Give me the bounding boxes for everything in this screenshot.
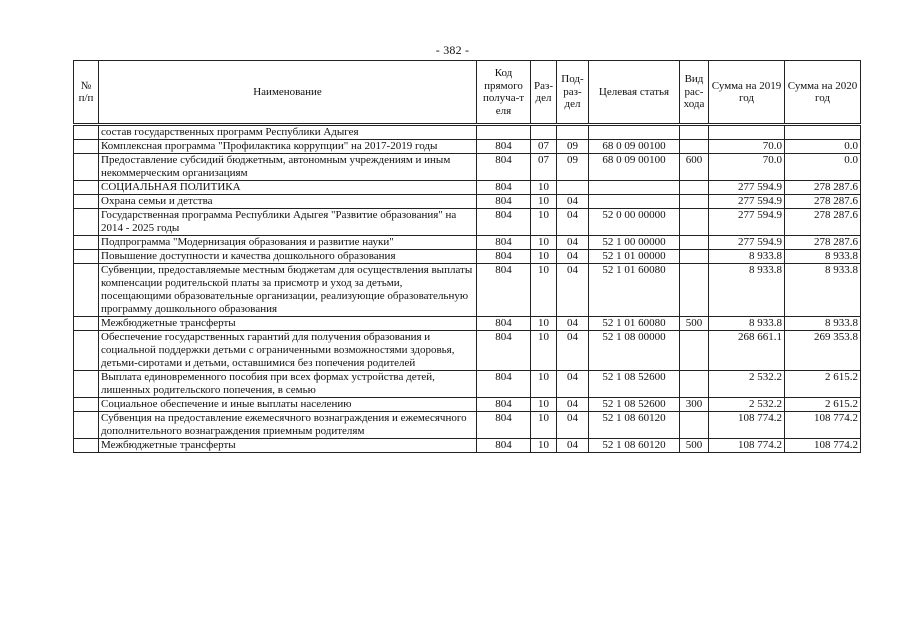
cell-num	[74, 412, 99, 439]
cell-expense-type	[680, 181, 709, 195]
cell-section	[531, 125, 557, 140]
table-row	[74, 439, 861, 453]
cell-name: Комплексная программа "Профилактика коррупции" на 2017-2019 годы	[99, 140, 477, 154]
cell-code: 804	[477, 371, 531, 398]
cell-code: 804	[477, 181, 531, 195]
table-row	[74, 125, 861, 140]
table-row	[74, 398, 861, 412]
cell-sum-2019: 8 933.8	[709, 250, 785, 264]
header-subsection: Под-раз-дел	[557, 61, 589, 125]
cell-sum-2019: 70.0	[709, 154, 785, 181]
cell-expense-type: 600	[680, 154, 709, 181]
cell-num	[74, 125, 99, 140]
cell-num	[74, 331, 99, 371]
cell-sum-2020: 278 287.6	[785, 181, 861, 195]
header-sum-2019: Сумма на 2019 год	[709, 61, 785, 125]
cell-num	[74, 140, 99, 154]
header-sum-2020: Сумма на 2020 год	[785, 61, 861, 125]
cell-subsection: 04	[557, 209, 589, 236]
table-row	[74, 195, 861, 209]
cell-expense-type	[680, 209, 709, 236]
cell-subsection: 04	[557, 264, 589, 317]
cell-sum-2020: 8 933.8	[785, 317, 861, 331]
header-row	[74, 61, 861, 125]
cell-sum-2020	[785, 125, 861, 140]
cell-num	[74, 154, 99, 181]
cell-name: Субвенции, предоставляемые местным бюджетам для осуществления выплаты компенсации родительской платы за присмотр и уход за детьми, посещающими образовательные организации, реализующие образовательную программу дошкольного образования	[99, 264, 477, 317]
table-row	[74, 154, 861, 181]
header-expense-type: Вид рас-хода	[680, 61, 709, 125]
cell-section: 07	[531, 154, 557, 181]
cell-code: 804	[477, 264, 531, 317]
cell-sum-2019: 108 774.2	[709, 412, 785, 439]
cell-subsection	[557, 125, 589, 140]
header-section: Раз-дел	[531, 61, 557, 125]
cell-name: Повышение доступности и качества дошкольного образования	[99, 250, 477, 264]
cell-target: 52 1 01 00000	[589, 250, 680, 264]
cell-subsection: 04	[557, 331, 589, 371]
cell-expense-type	[680, 236, 709, 250]
table-body	[74, 125, 861, 453]
cell-name: Подпрограмма "Модернизация образования и развитие науки"	[99, 236, 477, 250]
cell-sum-2020: 8 933.8	[785, 264, 861, 317]
cell-target	[589, 125, 680, 140]
cell-section: 10	[531, 181, 557, 195]
cell-expense-type	[680, 264, 709, 317]
cell-expense-type: 500	[680, 439, 709, 453]
cell-target: 52 1 08 52600	[589, 371, 680, 398]
cell-code: 804	[477, 154, 531, 181]
cell-name: Межбюджетные трансферты	[99, 439, 477, 453]
cell-num	[74, 236, 99, 250]
cell-section: 10	[531, 398, 557, 412]
cell-target: 52 1 01 60080	[589, 317, 680, 331]
cell-sum-2020: 0.0	[785, 154, 861, 181]
cell-subsection: 09	[557, 154, 589, 181]
cell-target: 52 1 00 00000	[589, 236, 680, 250]
cell-section: 07	[531, 140, 557, 154]
cell-expense-type	[680, 331, 709, 371]
cell-expense-type	[680, 412, 709, 439]
cell-expense-type	[680, 140, 709, 154]
cell-name: Социальное обеспечение и иные выплаты населению	[99, 398, 477, 412]
cell-name: Предоставление субсидий бюджетным, автономным учреждениям и иным некоммерческим организациям	[99, 154, 477, 181]
cell-num	[74, 181, 99, 195]
cell-expense-type: 300	[680, 398, 709, 412]
table-row	[74, 317, 861, 331]
cell-code: 804	[477, 412, 531, 439]
cell-sum-2019: 277 594.9	[709, 181, 785, 195]
cell-target: 52 1 01 60080	[589, 264, 680, 317]
cell-subsection: 04	[557, 317, 589, 331]
table-row	[74, 331, 861, 371]
cell-sum-2019: 2 532.2	[709, 371, 785, 398]
cell-section: 10	[531, 236, 557, 250]
cell-target: 52 0 00 00000	[589, 209, 680, 236]
cell-code	[477, 125, 531, 140]
cell-expense-type: 500	[680, 317, 709, 331]
cell-name: Субвенция на предоставление ежемесячного вознаграждения и ежемесячного дополнительного вознаграждения приемным родителям	[99, 412, 477, 439]
cell-sum-2019: 277 594.9	[709, 209, 785, 236]
cell-code: 804	[477, 209, 531, 236]
cell-subsection: 04	[557, 412, 589, 439]
cell-sum-2020: 269 353.8	[785, 331, 861, 371]
cell-name: Выплата единовременного пособия при всех формах устройства детей, лишенных родительского попечения, в семью	[99, 371, 477, 398]
cell-num	[74, 209, 99, 236]
cell-expense-type	[680, 250, 709, 264]
cell-section: 10	[531, 264, 557, 317]
table-row	[74, 264, 861, 317]
cell-code: 804	[477, 398, 531, 412]
cell-subsection: 04	[557, 236, 589, 250]
cell-sum-2020: 278 287.6	[785, 195, 861, 209]
cell-section: 10	[531, 439, 557, 453]
cell-num	[74, 195, 99, 209]
cell-section: 10	[531, 209, 557, 236]
cell-expense-type	[680, 195, 709, 209]
cell-target: 68 0 09 00100	[589, 154, 680, 181]
cell-code: 804	[477, 195, 531, 209]
header-name: Наименование	[99, 61, 477, 125]
cell-num	[74, 439, 99, 453]
cell-code: 804	[477, 250, 531, 264]
cell-section: 10	[531, 412, 557, 439]
cell-name: Государственная программа Республики Адыгея "Развитие образования" на 2014 - 2025 годы	[99, 209, 477, 236]
cell-sum-2019: 108 774.2	[709, 439, 785, 453]
page-number: - 382 -	[435, 43, 470, 57]
cell-sum-2019: 268 661.1	[709, 331, 785, 371]
cell-target	[589, 181, 680, 195]
cell-sum-2019: 8 933.8	[709, 264, 785, 317]
header-num: № п/п	[74, 61, 99, 125]
header-target: Целевая статья	[589, 61, 680, 125]
cell-sum-2020: 108 774.2	[785, 412, 861, 439]
table-row	[74, 140, 861, 154]
cell-name: состав государственных программ Республики Адыгея	[99, 125, 477, 140]
cell-name: Межбюджетные трансферты	[99, 317, 477, 331]
table-row	[74, 181, 861, 195]
cell-num	[74, 317, 99, 331]
table-row	[74, 236, 861, 250]
cell-sum-2020: 2 615.2	[785, 371, 861, 398]
header-code: Код прямого получа-т еля	[477, 61, 531, 125]
cell-code: 804	[477, 331, 531, 371]
cell-target: 68 0 09 00100	[589, 140, 680, 154]
cell-code: 804	[477, 317, 531, 331]
cell-name: Обеспечение государственных гарантий для получения образования и социальной поддержки детьми с ограниченными возможностями здоровья, детьми-сиротами и детьми, оставшимися без попечения родителей	[99, 331, 477, 371]
cell-num	[74, 371, 99, 398]
cell-expense-type	[680, 125, 709, 140]
table-row	[74, 250, 861, 264]
cell-section: 10	[531, 371, 557, 398]
cell-subsection: 04	[557, 195, 589, 209]
table-row	[74, 412, 861, 439]
cell-sum-2019: 70.0	[709, 140, 785, 154]
cell-target: 52 1 08 60120	[589, 439, 680, 453]
cell-sum-2020: 0.0	[785, 140, 861, 154]
cell-section: 10	[531, 317, 557, 331]
budget-table	[73, 60, 861, 453]
cell-sum-2019	[709, 125, 785, 140]
cell-sum-2019: 2 532.2	[709, 398, 785, 412]
cell-code: 804	[477, 140, 531, 154]
cell-num	[74, 264, 99, 317]
table-row	[74, 209, 861, 236]
cell-sum-2020: 8 933.8	[785, 250, 861, 264]
cell-section: 10	[531, 250, 557, 264]
cell-sum-2020: 108 774.2	[785, 439, 861, 453]
cell-sum-2020: 278 287.6	[785, 209, 861, 236]
cell-section: 10	[531, 195, 557, 209]
cell-subsection	[557, 181, 589, 195]
table-row	[74, 371, 861, 398]
cell-subsection: 04	[557, 439, 589, 453]
cell-subsection: 09	[557, 140, 589, 154]
cell-target: 52 1 08 60120	[589, 412, 680, 439]
cell-num	[74, 250, 99, 264]
cell-sum-2020: 278 287.6	[785, 236, 861, 250]
cell-sum-2019: 8 933.8	[709, 317, 785, 331]
cell-name: СОЦИАЛЬНАЯ ПОЛИТИКА	[99, 181, 477, 195]
cell-target: 52 1 08 52600	[589, 398, 680, 412]
cell-sum-2020: 2 615.2	[785, 398, 861, 412]
cell-code: 804	[477, 439, 531, 453]
cell-subsection: 04	[557, 250, 589, 264]
cell-target: 52 1 08 00000	[589, 331, 680, 371]
cell-num	[74, 398, 99, 412]
cell-sum-2019: 277 594.9	[709, 236, 785, 250]
cell-subsection: 04	[557, 398, 589, 412]
cell-name: Охрана семьи и детства	[99, 195, 477, 209]
cell-target	[589, 195, 680, 209]
cell-subsection: 04	[557, 371, 589, 398]
cell-expense-type	[680, 371, 709, 398]
cell-code: 804	[477, 236, 531, 250]
cell-section: 10	[531, 331, 557, 371]
cell-sum-2019: 277 594.9	[709, 195, 785, 209]
